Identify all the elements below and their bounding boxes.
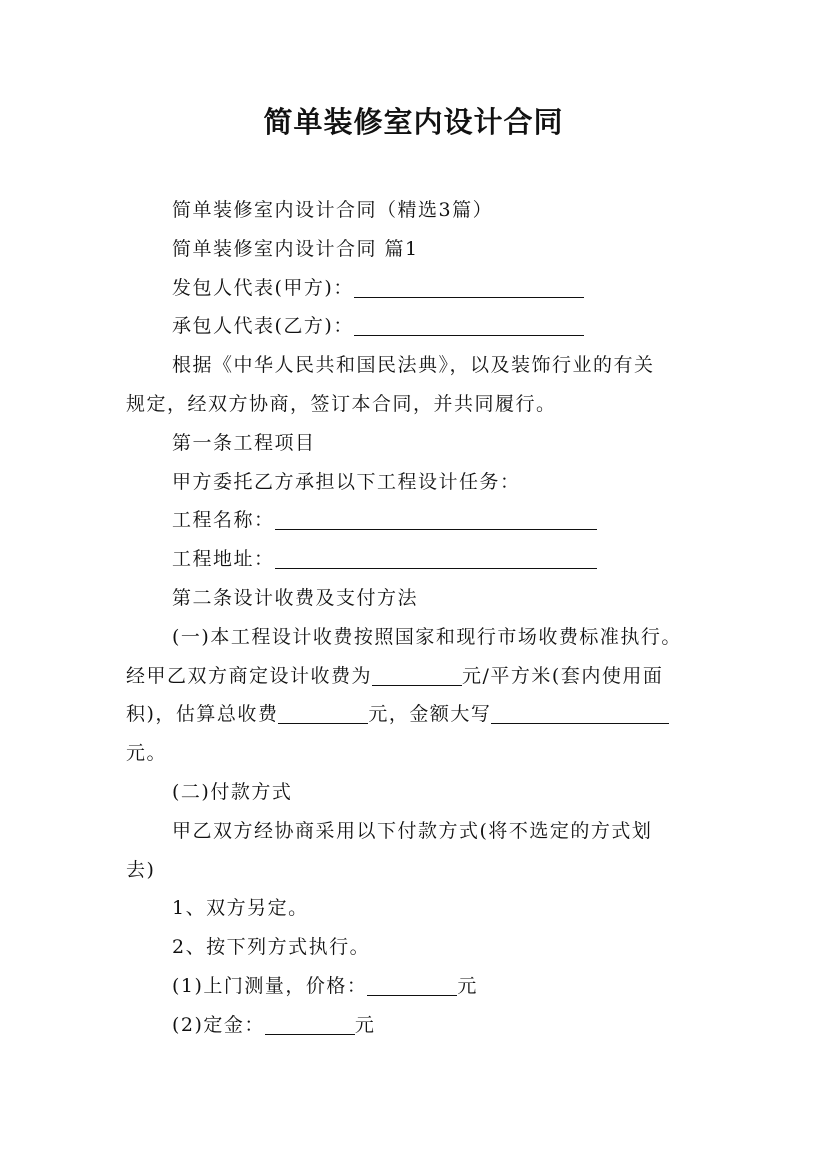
basis-text-2: 规定，经双方协商，签订本合同，并共同履行。 [126,392,557,415]
party-b-label: 承包人代表(乙方)： [172,315,354,338]
deposit-unit: 元 [354,1013,376,1036]
fee-text-3-pre: 积)，估算总收费 [126,703,279,726]
option-2-text: 2、按下列方式执行。 [172,936,371,959]
project-name-blank [275,507,597,530]
measure-price-label: (1)上门测量，价格： [172,974,368,997]
line-payment-1 [126,812,716,851]
line-fee-2 [126,657,716,696]
fee-total-blank [278,701,368,724]
payment-text-2: 去) [126,858,156,881]
payment-heading-text: (二)付款方式 [172,780,293,803]
line-fee-1 [126,618,716,657]
project-name-label: 工程名称： [172,509,275,532]
fee-text-2-pre: 经甲乙双方商定设计收费为 [126,664,373,687]
line-fee-3 [126,695,716,734]
deposit-label: (2)定金： [172,1013,265,1036]
option-1-text: 1、双方另定。 [172,897,309,920]
line-task [126,463,716,502]
article-2-heading: 第二条设计收费及支付方法 [172,586,419,609]
line-fee-4 [126,734,716,773]
line-option-2 [126,928,716,967]
line-option-1 [126,889,716,928]
line-project-address [126,540,716,579]
line-measure-price [126,967,716,1006]
fee-text-2-post: 元/平方米(套内使用面 [462,664,664,687]
fee-capital-blank [491,701,669,724]
project-address-blank [275,546,597,569]
basis-text-1: 根据《中华人民共和国民法典》，以及装饰行业的有关 [172,354,655,377]
payment-text-1: 甲乙双方经协商采用以下付款方式(将不选定的方式划 [172,819,653,842]
line-deposit [126,1006,716,1045]
party-a-blank [354,275,584,298]
fee-text-4: 元。 [126,742,168,765]
task-text: 甲方委托乙方承担以下工程设计任务： [172,470,521,493]
line-basis-2 [126,385,716,424]
document-body [126,191,716,1045]
line-project-name [126,501,716,540]
article-1-heading: 第一条工程项目 [172,431,316,454]
party-b-blank [354,313,584,336]
project-address-label: 工程地址： [172,548,275,571]
measure-price-unit: 元 [457,974,478,997]
line-article-2 [126,579,716,618]
line-article-1 [126,424,716,463]
line-subtitle [126,191,716,230]
line-party-b [126,307,716,346]
party-a-label: 发包人代表(甲方)： [172,276,354,299]
section-heading-text: 简单装修室内设计合同 篇1 [172,237,419,260]
line-payment-2 [126,851,716,890]
document-title: 简单装修室内设计合同 [263,105,564,139]
line-payment-heading [126,773,716,812]
measure-price-blank [367,973,457,996]
line-basis-1 [126,346,716,385]
fee-rate-blank [372,663,462,686]
fee-text-3-mid: 元，金额大写 [368,703,492,726]
line-section-heading [126,230,716,269]
subtitle-text: 简单装修室内设计合同（精选3篇） [172,199,494,221]
fee-text-1: (一)本工程设计收费按照国家和现行市场收费标准执行。 [172,625,682,648]
line-party-a [126,269,716,308]
deposit-blank [265,1012,355,1035]
